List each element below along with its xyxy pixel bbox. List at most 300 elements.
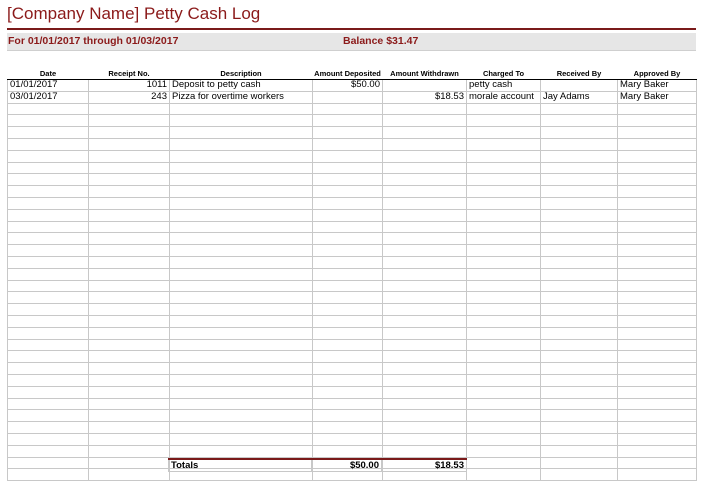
empty-cell[interactable]: [541, 327, 618, 339]
empty-cell[interactable]: [541, 256, 618, 268]
empty-cell[interactable]: [541, 268, 618, 280]
empty-cell[interactable]: [89, 339, 170, 351]
empty-cell[interactable]: [313, 422, 383, 434]
empty-cell[interactable]: [170, 292, 313, 304]
empty-cell[interactable]: [89, 386, 170, 398]
period-label: For 01/01/2017 through 01/03/2017: [8, 35, 179, 47]
empty-cell[interactable]: [313, 351, 383, 363]
empty-cell[interactable]: [618, 327, 697, 339]
empty-cell[interactable]: [541, 197, 618, 209]
cell-received-by[interactable]: [541, 80, 618, 92]
empty-cell[interactable]: [170, 304, 313, 316]
cell-charged-to[interactable]: morale account: [467, 91, 541, 103]
empty-cell[interactable]: [89, 127, 170, 139]
empty-cell[interactable]: [170, 245, 313, 257]
empty-cell[interactable]: [313, 374, 383, 386]
empty-cell[interactable]: [313, 363, 383, 375]
empty-cell[interactable]: [313, 280, 383, 292]
table-row-empty: [8, 292, 697, 304]
empty-cell[interactable]: [618, 445, 697, 457]
empty-cell[interactable]: [541, 433, 618, 445]
empty-cell[interactable]: [541, 127, 618, 139]
empty-cell[interactable]: [8, 374, 89, 386]
empty-cell[interactable]: [383, 410, 467, 422]
empty-cell[interactable]: [467, 422, 541, 434]
empty-cell[interactable]: [467, 339, 541, 351]
empty-cell[interactable]: [467, 233, 541, 245]
empty-cell[interactable]: [541, 304, 618, 316]
empty-cell[interactable]: [618, 162, 697, 174]
column-header-received-by: Received By: [541, 58, 618, 80]
empty-cell[interactable]: [8, 363, 89, 375]
table-row-empty: [8, 327, 697, 339]
empty-cell[interactable]: [8, 162, 89, 174]
cell-amount-deposited[interactable]: [313, 91, 383, 103]
empty-cell[interactable]: [467, 327, 541, 339]
empty-cell[interactable]: [467, 268, 541, 280]
empty-cell[interactable]: [170, 138, 313, 150]
empty-cell[interactable]: [467, 457, 541, 469]
table-row-empty: [8, 339, 697, 351]
empty-cell[interactable]: [467, 127, 541, 139]
empty-cell[interactable]: [541, 138, 618, 150]
empty-cell[interactable]: [170, 103, 313, 115]
empty-cell[interactable]: [467, 103, 541, 115]
empty-cell[interactable]: [383, 268, 467, 280]
empty-cell[interactable]: [467, 363, 541, 375]
empty-cell[interactable]: [383, 433, 467, 445]
empty-cell[interactable]: [89, 256, 170, 268]
empty-cell[interactable]: [618, 292, 697, 304]
empty-cell[interactable]: [618, 422, 697, 434]
empty-cell[interactable]: [383, 315, 467, 327]
cell-receipt-no[interactable]: 1011: [89, 80, 170, 92]
empty-cell[interactable]: [170, 280, 313, 292]
empty-cell[interactable]: [170, 197, 313, 209]
empty-cell[interactable]: [618, 256, 697, 268]
empty-cell[interactable]: [89, 469, 170, 481]
empty-cell[interactable]: [467, 115, 541, 127]
empty-cell[interactable]: [618, 457, 697, 469]
table-row-empty: [8, 115, 697, 127]
table-row-empty: [8, 209, 697, 221]
empty-cell[interactable]: [8, 197, 89, 209]
empty-cell[interactable]: [383, 445, 467, 457]
empty-cell[interactable]: [383, 386, 467, 398]
empty-cell[interactable]: [8, 422, 89, 434]
empty-cell[interactable]: [383, 103, 467, 115]
empty-cell[interactable]: [467, 174, 541, 186]
header-row: [8, 58, 697, 80]
empty-cell[interactable]: [541, 457, 618, 469]
empty-cell[interactable]: [8, 304, 89, 316]
empty-cell[interactable]: [170, 150, 313, 162]
empty-cell[interactable]: [541, 445, 618, 457]
empty-cell[interactable]: [89, 398, 170, 410]
empty-cell[interactable]: [89, 457, 170, 469]
empty-cell[interactable]: [170, 339, 313, 351]
empty-cell[interactable]: [467, 256, 541, 268]
empty-cell[interactable]: [89, 268, 170, 280]
cell-receipt-no[interactable]: 243: [89, 91, 170, 103]
empty-cell[interactable]: [8, 386, 89, 398]
empty-cell[interactable]: [618, 280, 697, 292]
empty-cell[interactable]: [541, 315, 618, 327]
empty-cell[interactable]: [8, 457, 89, 469]
empty-cell[interactable]: [313, 209, 383, 221]
empty-cell[interactable]: [383, 398, 467, 410]
empty-cell[interactable]: [618, 103, 697, 115]
empty-cell[interactable]: [467, 245, 541, 257]
empty-cell[interactable]: [170, 445, 313, 457]
empty-cell[interactable]: [541, 221, 618, 233]
table-row-empty: [8, 351, 697, 363]
empty-cell[interactable]: [313, 268, 383, 280]
empty-cell[interactable]: [8, 174, 89, 186]
empty-cell[interactable]: [383, 115, 467, 127]
empty-cell[interactable]: [313, 256, 383, 268]
empty-cell[interactable]: [383, 374, 467, 386]
empty-cell[interactable]: [8, 221, 89, 233]
empty-cell[interactable]: [541, 245, 618, 257]
empty-cell[interactable]: [89, 174, 170, 186]
table-row-empty: [8, 386, 697, 398]
empty-cell[interactable]: [8, 245, 89, 257]
cell-charged-to[interactable]: petty cash: [467, 80, 541, 92]
totals-table: [168, 458, 467, 472]
empty-cell[interactable]: [618, 127, 697, 139]
total-withdrawn: $18.53: [382, 459, 467, 472]
empty-cell[interactable]: [8, 410, 89, 422]
page-title: [Company Name] Petty Cash Log: [7, 4, 261, 23]
column-header-amount-deposited: Amount Deposited: [313, 58, 383, 80]
empty-cell[interactable]: [89, 363, 170, 375]
empty-cell[interactable]: [383, 162, 467, 174]
empty-cell[interactable]: [313, 103, 383, 115]
empty-cell[interactable]: [8, 138, 89, 150]
empty-cell[interactable]: [89, 115, 170, 127]
empty-cell[interactable]: [313, 245, 383, 257]
cell-approved-by[interactable]: Mary Baker: [618, 91, 697, 103]
empty-cell[interactable]: [8, 445, 89, 457]
empty-cell[interactable]: [89, 433, 170, 445]
table-row-empty: [8, 150, 697, 162]
empty-cell[interactable]: [89, 292, 170, 304]
table-row-empty: [8, 268, 697, 280]
empty-cell[interactable]: [170, 374, 313, 386]
empty-cell[interactable]: [313, 115, 383, 127]
empty-cell[interactable]: [89, 327, 170, 339]
empty-cell[interactable]: [618, 268, 697, 280]
empty-cell[interactable]: [170, 386, 313, 398]
empty-cell[interactable]: [383, 351, 467, 363]
empty-cell[interactable]: [541, 339, 618, 351]
empty-cell[interactable]: [541, 292, 618, 304]
empty-cell[interactable]: [541, 410, 618, 422]
empty-cell[interactable]: [541, 150, 618, 162]
empty-cell[interactable]: [89, 150, 170, 162]
cell-date[interactable]: 03/01/2017: [8, 91, 89, 103]
empty-cell[interactable]: [89, 162, 170, 174]
empty-cell[interactable]: [618, 197, 697, 209]
empty-cell[interactable]: [8, 103, 89, 115]
empty-cell[interactable]: [618, 386, 697, 398]
empty-cell[interactable]: [89, 245, 170, 257]
empty-cell[interactable]: [8, 398, 89, 410]
empty-cell[interactable]: [313, 221, 383, 233]
empty-cell[interactable]: [170, 410, 313, 422]
cell-date[interactable]: 01/01/2017: [8, 80, 89, 92]
empty-cell[interactable]: [8, 315, 89, 327]
table-row-empty: [8, 127, 697, 139]
empty-cell[interactable]: [170, 315, 313, 327]
table-row-empty: [8, 221, 697, 233]
empty-cell[interactable]: [467, 398, 541, 410]
empty-cell[interactable]: [383, 174, 467, 186]
empty-cell[interactable]: [467, 304, 541, 316]
empty-cell[interactable]: [170, 174, 313, 186]
empty-cell[interactable]: [541, 422, 618, 434]
empty-cell[interactable]: [383, 233, 467, 245]
empty-cell[interactable]: [170, 115, 313, 127]
table-row-empty: [8, 445, 697, 457]
empty-cell[interactable]: [467, 209, 541, 221]
empty-cell[interactable]: [89, 410, 170, 422]
empty-cell[interactable]: [618, 433, 697, 445]
empty-cell[interactable]: [618, 221, 697, 233]
empty-cell[interactable]: [541, 398, 618, 410]
empty-cell[interactable]: [383, 221, 467, 233]
empty-cell[interactable]: [467, 138, 541, 150]
empty-cell[interactable]: [170, 209, 313, 221]
empty-cell[interactable]: [89, 103, 170, 115]
empty-cell[interactable]: [8, 280, 89, 292]
empty-cell[interactable]: [541, 351, 618, 363]
empty-cell[interactable]: [8, 469, 89, 481]
empty-cell[interactable]: [618, 150, 697, 162]
cell-description[interactable]: Deposit to petty cash: [170, 80, 313, 92]
empty-cell[interactable]: [170, 351, 313, 363]
empty-cell[interactable]: [170, 433, 313, 445]
empty-cell[interactable]: [8, 268, 89, 280]
empty-cell[interactable]: [383, 127, 467, 139]
empty-cell[interactable]: [383, 256, 467, 268]
table-row-empty: [8, 245, 697, 257]
empty-cell[interactable]: [618, 374, 697, 386]
empty-cell[interactable]: [541, 103, 618, 115]
column-header-date: Date: [8, 58, 89, 80]
table-row-empty: [8, 162, 697, 174]
empty-cell[interactable]: [313, 433, 383, 445]
empty-cell[interactable]: [467, 186, 541, 198]
empty-cell[interactable]: [8, 115, 89, 127]
empty-cell[interactable]: [467, 315, 541, 327]
empty-cell[interactable]: [170, 268, 313, 280]
empty-cell[interactable]: [313, 339, 383, 351]
empty-cell[interactable]: [89, 138, 170, 150]
empty-cell[interactable]: [467, 162, 541, 174]
empty-cell[interactable]: [467, 469, 541, 481]
empty-cell[interactable]: [170, 256, 313, 268]
empty-cell[interactable]: [170, 422, 313, 434]
cell-amount-deposited[interactable]: $50.00: [313, 80, 383, 92]
empty-cell[interactable]: [170, 398, 313, 410]
empty-cell[interactable]: [383, 327, 467, 339]
empty-cell[interactable]: [8, 150, 89, 162]
empty-cell[interactable]: [8, 209, 89, 221]
table-row-empty: [8, 363, 697, 375]
empty-cell[interactable]: [89, 197, 170, 209]
empty-cell[interactable]: [541, 469, 618, 481]
empty-cell[interactable]: [89, 186, 170, 198]
empty-cell[interactable]: [89, 280, 170, 292]
empty-cell[interactable]: [467, 410, 541, 422]
empty-cell[interactable]: [618, 315, 697, 327]
empty-cell[interactable]: [313, 162, 383, 174]
empty-cell[interactable]: [89, 315, 170, 327]
empty-cell[interactable]: [618, 245, 697, 257]
empty-cell[interactable]: [467, 374, 541, 386]
empty-cell[interactable]: [467, 280, 541, 292]
empty-cell[interactable]: [618, 398, 697, 410]
cell-description[interactable]: Pizza for overtime workers: [170, 91, 313, 103]
empty-cell[interactable]: [89, 351, 170, 363]
empty-cell[interactable]: [313, 410, 383, 422]
cell-amount-withdrawn[interactable]: $18.53: [383, 91, 467, 103]
empty-cell[interactable]: [89, 445, 170, 457]
empty-cell[interactable]: [8, 186, 89, 198]
empty-cell[interactable]: [8, 292, 89, 304]
empty-cell[interactable]: [89, 374, 170, 386]
empty-cell[interactable]: [170, 327, 313, 339]
empty-cell[interactable]: [618, 469, 697, 481]
column-header-charged-to: Charged To: [467, 58, 541, 80]
empty-cell[interactable]: [383, 245, 467, 257]
empty-cell[interactable]: [170, 221, 313, 233]
empty-cell[interactable]: [170, 233, 313, 245]
title-divider: [7, 28, 696, 30]
empty-cell[interactable]: [89, 209, 170, 221]
empty-cell[interactable]: [8, 433, 89, 445]
empty-cell[interactable]: [8, 127, 89, 139]
cell-amount-withdrawn[interactable]: [383, 80, 467, 92]
empty-cell[interactable]: [383, 209, 467, 221]
empty-cell[interactable]: [541, 386, 618, 398]
empty-cell[interactable]: [541, 233, 618, 245]
empty-cell[interactable]: [467, 445, 541, 457]
empty-cell[interactable]: [313, 304, 383, 316]
summary-banner: [7, 33, 696, 51]
empty-cell[interactable]: [89, 422, 170, 434]
empty-cell[interactable]: [313, 127, 383, 139]
empty-cell[interactable]: [8, 351, 89, 363]
empty-cell[interactable]: [89, 233, 170, 245]
table-row-empty: [8, 280, 697, 292]
empty-cell[interactable]: [313, 445, 383, 457]
empty-cell[interactable]: [8, 327, 89, 339]
cell-received-by[interactable]: Jay Adams: [541, 91, 618, 103]
empty-cell[interactable]: [383, 292, 467, 304]
empty-cell[interactable]: [89, 304, 170, 316]
empty-cell[interactable]: [541, 162, 618, 174]
empty-cell[interactable]: [89, 221, 170, 233]
empty-cell[interactable]: [618, 115, 697, 127]
empty-cell[interactable]: [313, 315, 383, 327]
empty-cell[interactable]: [170, 363, 313, 375]
empty-cell[interactable]: [383, 280, 467, 292]
table-row-empty: [8, 233, 697, 245]
empty-cell[interactable]: [618, 138, 697, 150]
empty-cell[interactable]: [541, 174, 618, 186]
empty-cell[interactable]: [383, 138, 467, 150]
empty-cell[interactable]: [313, 327, 383, 339]
empty-cell[interactable]: [313, 174, 383, 186]
empty-cell[interactable]: [467, 386, 541, 398]
empty-cell[interactable]: [383, 304, 467, 316]
empty-cell[interactable]: [383, 186, 467, 198]
empty-cell[interactable]: [313, 233, 383, 245]
empty-cell[interactable]: [467, 433, 541, 445]
empty-cell[interactable]: [383, 197, 467, 209]
empty-cell[interactable]: [313, 292, 383, 304]
empty-cell[interactable]: [8, 256, 89, 268]
empty-cell[interactable]: [313, 398, 383, 410]
empty-cell[interactable]: [541, 209, 618, 221]
table-row-empty: [8, 197, 697, 209]
empty-cell[interactable]: [618, 186, 697, 198]
empty-cell[interactable]: [8, 339, 89, 351]
empty-cell[interactable]: [541, 374, 618, 386]
empty-cell[interactable]: [383, 150, 467, 162]
empty-cell[interactable]: [618, 304, 697, 316]
empty-cell[interactable]: [467, 150, 541, 162]
empty-cell[interactable]: [383, 422, 467, 434]
empty-cell[interactable]: [618, 410, 697, 422]
empty-cell[interactable]: [618, 209, 697, 221]
empty-cell[interactable]: [541, 115, 618, 127]
empty-cell[interactable]: [618, 339, 697, 351]
empty-cell[interactable]: [618, 174, 697, 186]
empty-cell[interactable]: [467, 197, 541, 209]
empty-cell[interactable]: [467, 221, 541, 233]
table-row-empty: [8, 186, 697, 198]
empty-cell[interactable]: [313, 197, 383, 209]
empty-cell[interactable]: [170, 162, 313, 174]
empty-cell[interactable]: [170, 186, 313, 198]
empty-cell[interactable]: [541, 363, 618, 375]
table-row-empty: [8, 103, 697, 115]
empty-cell[interactable]: [313, 150, 383, 162]
empty-cell[interactable]: [383, 363, 467, 375]
cell-approved-by[interactable]: Mary Baker: [618, 80, 697, 92]
empty-cell[interactable]: [618, 351, 697, 363]
column-header-approved-by: Approved By: [618, 58, 697, 80]
empty-cell[interactable]: [618, 363, 697, 375]
empty-cell[interactable]: [383, 339, 467, 351]
empty-cell[interactable]: [541, 280, 618, 292]
empty-cell[interactable]: [467, 292, 541, 304]
empty-cell[interactable]: [313, 138, 383, 150]
empty-cell[interactable]: [313, 386, 383, 398]
empty-cell[interactable]: [467, 351, 541, 363]
table-row-empty: [8, 410, 697, 422]
empty-cell[interactable]: [313, 186, 383, 198]
empty-cell[interactable]: [541, 186, 618, 198]
empty-cell[interactable]: [170, 127, 313, 139]
empty-cell[interactable]: [8, 233, 89, 245]
totals-row: [169, 459, 467, 472]
empty-cell[interactable]: [618, 233, 697, 245]
